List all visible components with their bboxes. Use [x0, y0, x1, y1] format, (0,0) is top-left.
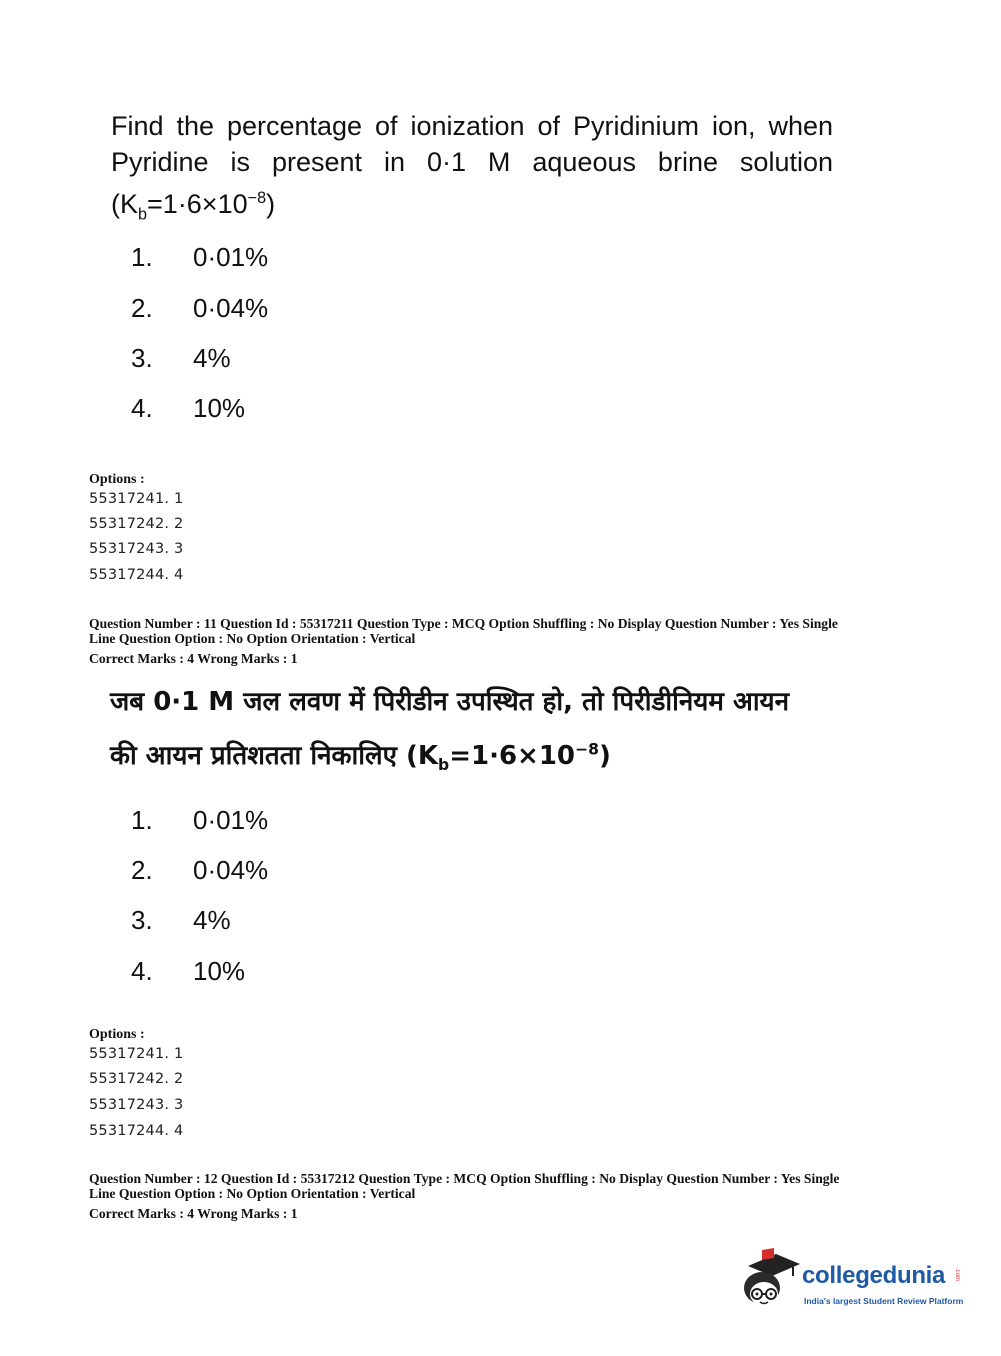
answer-option-1: 1. 0·01%	[131, 242, 269, 272]
option-id: 55317244. 4	[89, 567, 184, 583]
options-heading: Options :	[89, 1027, 145, 1042]
answer-option-4: 4. 10%	[131, 393, 246, 423]
question-text-line-2: Pyridine is present in 0·1 M aqueous brine solution	[111, 147, 833, 177]
hindi-question-line-1: जब 0·1 M जल लवण में पिरीडीन उपस्थित हो, तो पिरीडीनियम आयन	[110, 687, 790, 717]
logo-tagline: India's largest Student Review Platform	[804, 1296, 964, 1306]
option-id: 55317241. 1	[89, 1046, 184, 1062]
answer-option-3: 3. 4%	[131, 343, 231, 373]
logo-com: .com	[954, 1268, 960, 1282]
answer-option-2: 2. 0·04%	[131, 855, 269, 885]
answer-option-1: 1. 0·01%	[131, 805, 269, 835]
option-id: 55317242. 2	[89, 516, 184, 532]
option-id: 55317242. 2	[89, 1071, 184, 1087]
question-meta-line-1: Question Number : 12 Question Id : 55317212 Question Type : MCQ Option Shuffling : No Display Question Number : Yes Single	[89, 1171, 840, 1186]
option-id: 55317243. 3	[89, 541, 184, 557]
mascot-icon	[740, 1248, 804, 1318]
options-heading: Options :	[89, 472, 145, 487]
marks-info: Correct Marks : 4 Wrong Marks : 1	[89, 1206, 298, 1221]
answer-option-4: 4. 10%	[131, 956, 246, 986]
question-meta	[89, 616, 909, 646]
option-id: 55317243. 3	[89, 1097, 184, 1113]
marks-info: Correct Marks : 4 Wrong Marks : 1	[89, 651, 298, 666]
question-meta-line-2: Line Question Option : No Option Orientation : Vertical	[89, 1186, 416, 1201]
question-text-line-1: Find the percentage of ionization of Pyridinium ion, when	[111, 111, 833, 141]
hindi-question-line-2: की आयन प्रतिशतता निकालिए $(K_b=1\cdot 6\times 10^{-8})$	[110, 740, 611, 775]
question-meta-line-1: Question Number : 11 Question Id : 55317211 Question Type : MCQ Option Shuffling : No Display Question Number : Yes Single	[89, 616, 838, 631]
answer-option-2: 2. 0·04%	[131, 293, 269, 323]
answer-option-3: 3. 4%	[131, 905, 231, 935]
question-meta-line-2: Line Question Option : No Option Orientation : Vertical	[89, 631, 416, 646]
question-kb-value: $(K_b=1\cdot 6\times 10^{-8})$	[111, 189, 276, 224]
question-meta	[89, 1171, 909, 1201]
collegedunia-logo	[740, 1248, 970, 1318]
option-id: 55317244. 4	[89, 1123, 184, 1139]
option-id: 55317241. 1	[89, 491, 184, 507]
logo-wordmark: collegedunia	[802, 1262, 946, 1289]
